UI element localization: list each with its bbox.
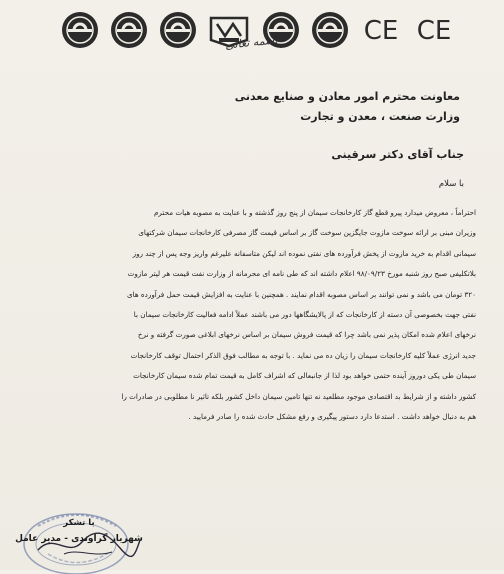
certification-seal-icon	[310, 10, 350, 50]
ce-mark-label: CE	[363, 16, 399, 46]
body-line: سیمان طی یکی دوروز آینده حتمی خواهد بود لذا از جانبعالی که اشراف کامل به قیمت تمام شده سیمان کارخانجات	[133, 371, 476, 381]
letter-body	[36, 203, 476, 427]
body-line: بلاتکلیفی صبح روز شنبه مورخ ۹۸/۰۹/۲۳ اعلام داشته اند که طی نامه ای محرمانه از وزارت نفت قیمت هر لیتر مازوت	[127, 269, 476, 279]
signature-block	[14, 508, 164, 570]
recipient-line-1: معاونت محترم امور معادن و صنایع معدنی	[234, 90, 460, 103]
signatory-name: شهریار گراوندی - مدیر عامل	[15, 534, 143, 544]
body-line: هم به دنبال خواهد داشت . استدعا دارد دستور پیگیری و رفع مشکل حادث شده را صادر فرمایید .	[188, 412, 476, 422]
body-line: کشور داشته و از شرایط بد اقتصادی موجود مطلعید نه تنها تامین سیمان داخل کشور بلکه تاثیر نا مطلوبی در صادرات را	[121, 391, 476, 401]
body-line: ۳۲۰ تومان می باشد و نمی توانند بر اساس مصوبه اقدام نمایند . همچنین با عنایت به افزایش قیمت حمل فرآورده های	[127, 289, 476, 299]
recipient-line-2: وزارت صنعت ، معدن و تجارت	[300, 110, 460, 123]
signature-thanks: با تشکر	[63, 518, 95, 528]
invocation-heading: بسمه تعالی	[224, 33, 279, 52]
certification-seal-icon	[109, 10, 149, 50]
handwritten-signature-icon	[34, 528, 144, 562]
body-line: نرخهای اعلام شده امکان پذیر نمی باشد چرا که قیمت فروش سیمان بر اساس نرخهای ابلاغی صورت گرفته و نرخ	[137, 330, 476, 340]
certification-seal-icon	[158, 10, 198, 50]
greeting: با سلام	[438, 179, 464, 189]
body-line: وزیران مبنی بر ارائه سوخت مازوت جایگزین سوخت گاز بر اساس قیمت گاز مصرفی کارخانجات سیمان شرکتهای	[138, 228, 476, 238]
body-line: نفتی جهت بخصوصی آن دسته از کارخانجات که از پالایشگاهها دور می باشند عملاً ادامه فعالیت کارخانجات سیمان با	[133, 310, 476, 320]
recipient-line-3: جناب آقای دکتر سرقینی	[331, 148, 464, 161]
body-line: جدید انرژی عملاً کلیه کارخانجات سیمان را زیان ده می نماید . با توجه به مطالب فوق الذکر احتمال توقف کارخانجات	[130, 350, 476, 360]
certification-seal-icon	[60, 10, 100, 50]
ce-mark-icon	[412, 12, 456, 48]
ce-mark-label: CE	[416, 16, 452, 46]
body-line: احتراماً ، معروض میدارد پیرو قطع گاز کارخانجات سیمان از پنج روز گذشته و با عنایت به مصوبه هیات محترم	[153, 208, 476, 217]
ce-mark-icon	[359, 12, 403, 48]
body-line: سیمانی اقدام به خرید مازوت از پخش فرآورده های نفتی نموده اند لیکن متاسفانه علیرغم واریز وجه پس از چند روز	[132, 248, 476, 258]
